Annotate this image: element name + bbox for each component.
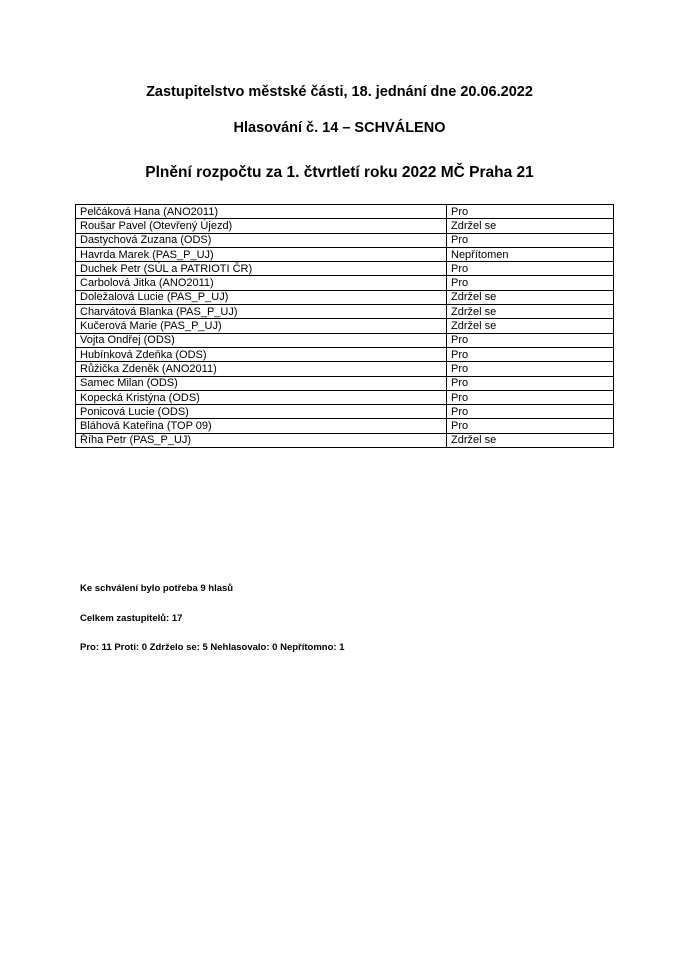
table-row [76,290,614,304]
votes-needed: Ke schválení bylo potřeba 9 hlasů [80,583,234,594]
member-name: Dastychová Zuzana (ODS) [76,233,447,247]
member-name: Kučerová Marie (PAS_P_UJ) [76,319,447,333]
table-row [76,319,614,333]
member-name: Říha Petr (PAS_P_UJ) [76,433,447,447]
page-title: Zastupitelstvo městské části, 18. jednání dne 20.06.2022 [146,84,533,100]
member-vote: Pro [447,347,614,361]
table-row [76,305,614,319]
member-name: Havrda Marek (PAS_P_UJ) [76,247,447,261]
table-row [76,247,614,261]
member-name: Ponicová Lucie (ODS) [76,405,447,419]
member-name: Carbolová Jitka (ANO2011) [76,276,447,290]
total-members: Celkem zastupitelů: 17 [80,613,183,624]
member-vote: Zdržel se [447,290,614,304]
vote-subject: Plnění rozpočtu za 1. čtvrtletí roku 2022 MČ Praha 21 [145,164,534,181]
member-vote: Pro [447,419,614,433]
table-row [76,347,614,361]
member-name: Růžička Zdeněk (ANO2011) [76,362,447,376]
member-vote: Pro [447,333,614,347]
member-name: Samec Milan (ODS) [76,376,447,390]
member-name: Vojta Ondřej (ODS) [76,333,447,347]
table-row [76,405,614,419]
member-name: Bláhová Kateřina (TOP 09) [76,419,447,433]
member-vote: Zdržel se [447,305,614,319]
table-row [76,219,614,233]
member-name: Kopecká Kristýna (ODS) [76,390,447,404]
member-name: Charvátová Blanka (PAS_P_UJ) [76,305,447,319]
member-name: Hubínková Zdeňka (ODS) [76,347,447,361]
member-vote: Zdržel se [447,219,614,233]
member-name: Duchek Petr (SÚL a PATRIOTI ČR) [76,262,447,276]
member-name: Roušar Pavel (Otevřený Újezd) [76,219,447,233]
member-name: Pelčáková Hana (ANO2011) [76,205,447,219]
member-vote: Pro [447,276,614,290]
member-vote: Nepřítomen [447,247,614,261]
member-vote: Pro [447,233,614,247]
member-vote: Zdržel se [447,433,614,447]
table-row [76,362,614,376]
vote-result-summary: Pro: 11 Proti: 0 Zdrželo se: 5 Nehlasovalo: 0 Nepřítomno: 1 [80,642,345,653]
table-row [76,433,614,447]
member-vote: Pro [447,376,614,390]
table-row [76,333,614,347]
member-vote: Pro [447,262,614,276]
table-row [76,205,614,219]
member-vote: Zdržel se [447,319,614,333]
table-row [76,233,614,247]
table-row [76,390,614,404]
member-vote: Pro [447,390,614,404]
table-row [76,419,614,433]
member-vote: Pro [447,205,614,219]
member-vote: Pro [447,405,614,419]
vote-title: Hlasování č. 14 – SCHVÁLENO [233,120,446,136]
table-row [76,376,614,390]
votes-table [75,204,614,448]
table-row [76,262,614,276]
member-name: Doležalová Lucie (PAS_P_UJ) [76,290,447,304]
table-row [76,276,614,290]
member-vote: Pro [447,362,614,376]
